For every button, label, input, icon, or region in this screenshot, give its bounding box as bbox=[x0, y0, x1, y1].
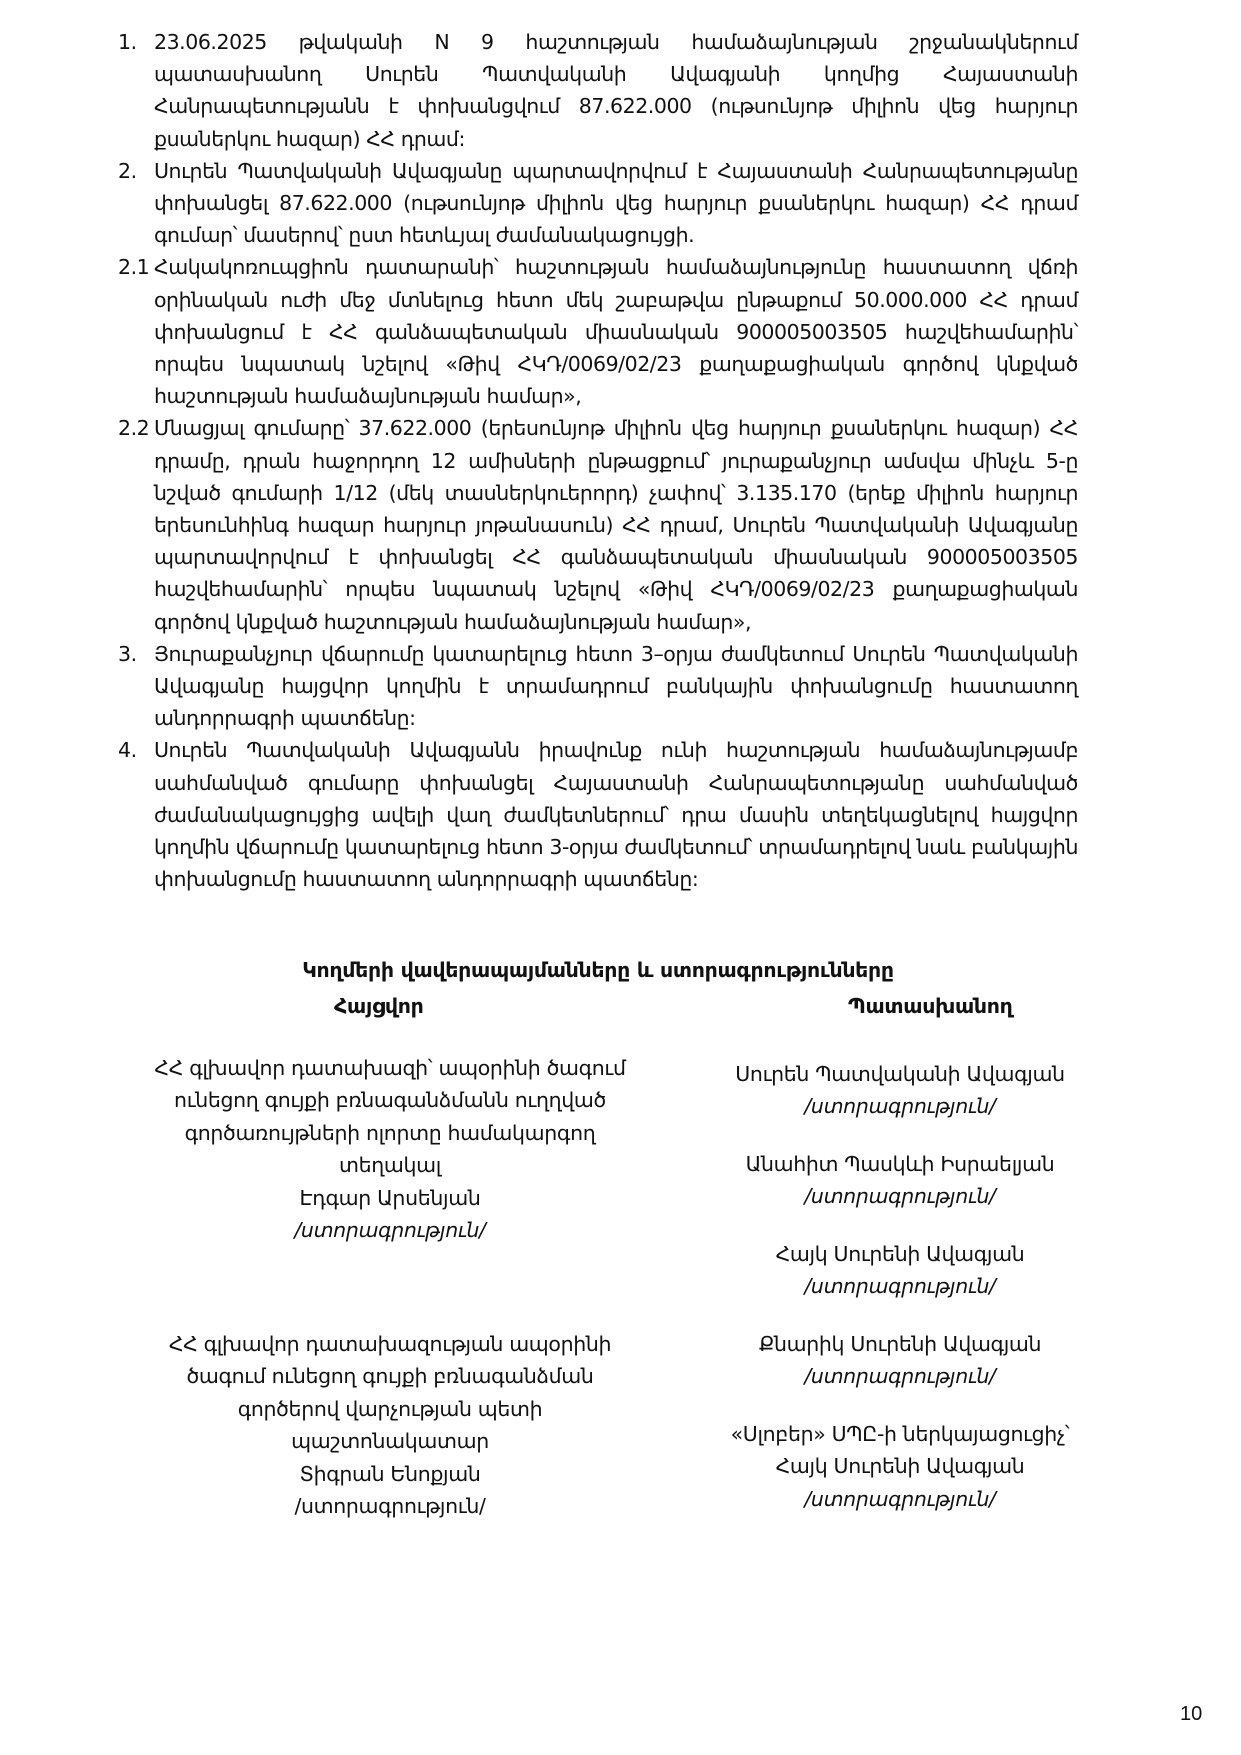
signatory-title-line: գործերով վարչության պետի bbox=[237, 1396, 543, 1421]
clause-1 bbox=[118, 26, 1078, 155]
clause-text: Մնացյալ գումարը՝ 37.622.000 (երեսունյոթ միլիոն վեց հարյուր քսաներկու հազար) ՀՀ դրամը, դրան հաջորդող 12 ամիսների ընթացքում՝ յուրաքանչյուր ամսվա մինչև 5-ը նշված գումարի 1/12 (մեկ տասներկուերորդ) չափով՝ 3.135.170 (երեք միլիոն հարյուր երեսունհինգ հազար հարյուր յոթանասուն) ՀՀ դրամ, Սուրեն Պատվականի Ավագյանը պարտավորվում է փոխանցել ՀՀ գանձապետական միասնական 900005003505 հաշվեհամարին՝ որպես նպատակ նշելով «Թիվ ՀԿԴ/0069/02/23 քաղաքացիական գործով կնքված հաշտության համաձայնության համար», bbox=[154, 416, 1078, 634]
signature-placeholder: /ստորագրություն/ bbox=[804, 1364, 996, 1389]
plaintiff-label: Հայցվոր bbox=[334, 994, 424, 1018]
clause-text: Յուրաքանչյուր վճարումը կատարելուց հետո 3–օրյա ժամկետում Սուրեն Պատվականի Ավագյանը հայցվոր կողմին է տրամադրում բանկային փոխանցումը հաստատող անդորրագրի պատճենը: bbox=[154, 641, 1078, 731]
clause-text: 23.06.2025 թվականի N 9 հաշտության համաձայնության շրջանակներում պատասխանող Սուրեն Պատվականի Ավագյանի կողմից Հայաստանի Հանրապետությանն է փոխանցվում 87.622.000 (ութսունյոթ միլիոն վեց հարյուր քսաներկու հազար) ՀՀ դրամ: bbox=[154, 30, 1078, 151]
signature-placeholder: /ստորագրություն/ bbox=[294, 1494, 486, 1519]
signatory-title-line: ունեցող գույքի բռնագանձմանն ուղղված bbox=[174, 1088, 606, 1113]
signatory-name: Քնարիկ Սուրենի Ավագյան bbox=[758, 1332, 1042, 1356]
signatory-title-line: ՀՀ գլխավոր դատախազության ապօրինի bbox=[168, 1332, 612, 1356]
plaintiff-signatory-1 bbox=[120, 1052, 660, 1246]
signatory-name: Անահիտ Պասկևի Իսրաելյան bbox=[745, 1152, 1055, 1176]
signature-placeholder: /ստորագրություն/ bbox=[804, 1486, 996, 1511]
signature-placeholder: /ստորագրություն/ bbox=[804, 1274, 996, 1299]
signatory-title-line: տեղակալ bbox=[338, 1153, 441, 1178]
clause-number: 4. bbox=[118, 738, 137, 763]
signature-placeholder: /ստորագրություն/ bbox=[804, 1094, 996, 1119]
defendant-signatory-5 bbox=[700, 1418, 1100, 1515]
page-number: 10 bbox=[1180, 1703, 1203, 1725]
defendant-label: Պատասխանող bbox=[848, 994, 1013, 1018]
signatory-title-line: ծագում ունեցող գույքի բռնագանձման bbox=[186, 1364, 594, 1389]
clause-2 bbox=[118, 155, 1078, 252]
clause-2-1 bbox=[118, 251, 1078, 412]
signatory-name: Տիգրան Ենոքյան bbox=[299, 1461, 481, 1486]
clause-number: 2.1 bbox=[118, 255, 150, 280]
signatory-title-line: պաշտոնակատար bbox=[291, 1429, 489, 1454]
signatory-name: Հայկ Սուրենի Ավագյան bbox=[775, 1242, 1025, 1266]
defendant-signatory-4 bbox=[700, 1328, 1100, 1393]
clause-text: Սուրեն Պատվականի Ավագյանը պարտավորվում է Հայաստանի Հանրապետությանը փոխանցել 87.622.000 (ութսունյոթ միլիոն վեց հարյուր քսաներկու հազար) ՀՀ դրամ գումար՝ մասերով՝ ըստ հետևյալ ժամանակացույցի. bbox=[154, 158, 1078, 248]
clause-2-2 bbox=[118, 412, 1078, 637]
signatures-heading: Կողմերի վավերապայմանները և ստորագրությունները bbox=[302, 958, 894, 982]
clause-number: 2. bbox=[118, 158, 137, 183]
signatory-name: Հայկ Սուրենի Ավագյան bbox=[775, 1454, 1025, 1479]
agreement-clauses bbox=[118, 26, 1078, 895]
defendant-signatory-1 bbox=[700, 1058, 1100, 1123]
clause-text: Հակակոռուպցիոն դատարանի՝ հաշտության համաձայնությունը հաստատող վճռի օրինական ուժի մեջ մտնելուց հետո մեկ շաբաթվա ընթաքում 50.000.000 ՀՀ դրամ փոխանցում է ՀՀ գանձապետական միասնական 900005003505 հաշվեհամարին՝ որպես նպատակ նշելով «Թիվ ՀԿԴ/0069/02/23 քաղաքացիական գործով կնքված հաշտության համաձայնության համար», bbox=[154, 255, 1078, 409]
signature-placeholder: /ստորագրություն/ bbox=[294, 1218, 486, 1243]
clause-4 bbox=[118, 734, 1078, 895]
clause-number: 2.2 bbox=[118, 416, 150, 441]
signatory-name: Էդգար Արսենյան bbox=[299, 1185, 481, 1210]
plaintiff-signatory-2 bbox=[120, 1328, 660, 1522]
clause-3 bbox=[118, 638, 1078, 735]
signatory-title-line: «Սլոբեր» ՍՊԸ-ի ներկայացուցիչ՝ bbox=[730, 1422, 1070, 1446]
signatory-title-line: ՀՀ գլխավոր դատախազի՝ ապօրինի ծագում bbox=[154, 1056, 626, 1080]
signature-placeholder: /ստորագրություն/ bbox=[804, 1184, 996, 1209]
defendant-signatory-3 bbox=[700, 1238, 1100, 1303]
clause-text: Սուրեն Պատվականի Ավագյանն իրավունք ունի հաշտության համաձայնությամբ սահմանված գումարը փոխանցել Հայաստանի Հանրապետությանը սահմանված ժամանակացույցից ավելի վաղ ժամկետներում՝ դրա մասին տեղեկացնելով հայցվոր կողմին վճարումը կատարելուց հետո 3-օրյա ժամկետում՝ տրամադրելով նաև բանկային փոխանցումը հաստատող անդորրագրի պատճենը: bbox=[154, 738, 1078, 892]
clause-number: 3. bbox=[118, 641, 137, 666]
defendant-signatory-2 bbox=[700, 1148, 1100, 1213]
signatory-title-line: գործառույթների ոլորտը համակարգող bbox=[184, 1120, 596, 1145]
clause-number: 1. bbox=[118, 30, 137, 54]
signatory-name: Սուրեն Պատվականի Ավագյան bbox=[735, 1062, 1065, 1086]
